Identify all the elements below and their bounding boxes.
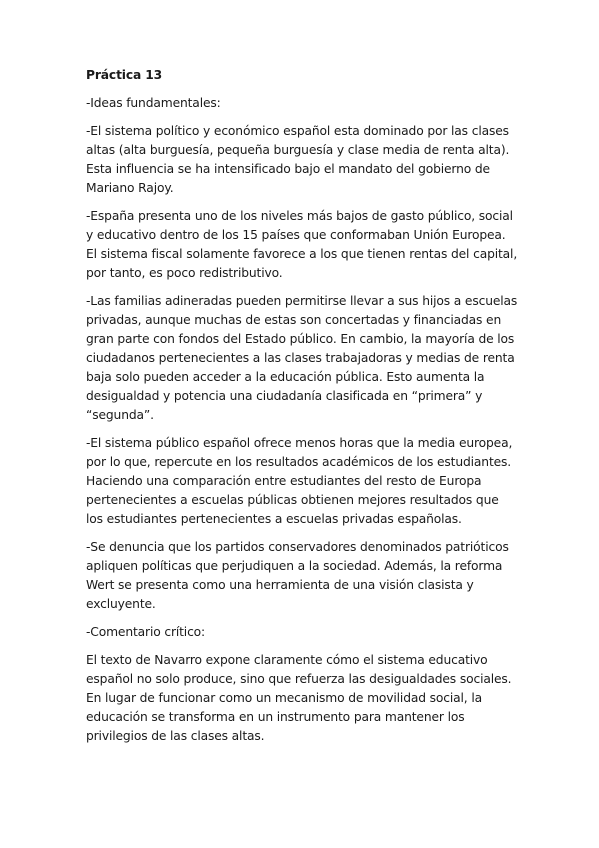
document-body bbox=[86, 66, 518, 755]
paragraph-sistema-politico: -El sistema político y económico español esta dominado por las clases altas (alta burguesía, pequeña burguesía y clase media de renta alta). Esta influencia se ha intensificado bajo el mandato del gobierno de Mariano Rajoy. bbox=[86, 124, 510, 195]
paragraph-comentario: El texto de Navarro expone claramente cómo el sistema educativo español no solo produce, sino que refuerza las desigualdades sociales. En lugar de funcionar como un mecanismo de movilidad social, la educación se transforma en un instrumento para mantener los privilegios de las clases altas. bbox=[86, 653, 512, 743]
document-title: Práctica 13 bbox=[86, 68, 163, 82]
paragraph-familias-adineradas: -Las familias adineradas pueden permitirse llevar a sus hijos a escuelas privadas, aunque muchas de estas son concertadas y financiadas en gran parte con fondos del Estado público. En cambio, la mayoría de los ciudadanos pertenecientes a las clases trabajadoras y medias de renta baja solo pueden acceder a la educación pública. Esto aumenta la desigualdad y potencia una ciudadanía clasificada en “primera” y “segunda”. bbox=[86, 294, 518, 422]
paragraph-sistema-publico: -El sistema público español ofrece menos horas que la media europea, por lo que, repercute en los resultados académicos de los estudiantes. Haciendo una comparación entre estudiantes del resto de Europa pertenecientes a escuelas públicas obtienen mejores resultados que los estudiantes pertenecientes a escuelas privadas españolas. bbox=[86, 436, 513, 526]
paragraph-partidos-conservadores: -Se denuncia que los partidos conservadores denominados patrióticos apliquen políticas que perjudiquen a la sociedad. Además, la reforma Wert se presenta como una herramienta de una visión clasista y excluyente. bbox=[86, 540, 509, 611]
heading-ideas-fundamentales: -Ideas fundamentales: bbox=[86, 96, 221, 110]
paragraph-gasto-publico: -España presenta uno de los niveles más bajos de gasto público, social y educativo dentro de los 15 países que conformaban Unión Europea. El sistema fiscal solamente favorece a los que tienen rentas del capital, por tanto, es poco redistributivo. bbox=[86, 209, 518, 280]
heading-comentario-critico: -Comentario crítico: bbox=[86, 625, 206, 639]
